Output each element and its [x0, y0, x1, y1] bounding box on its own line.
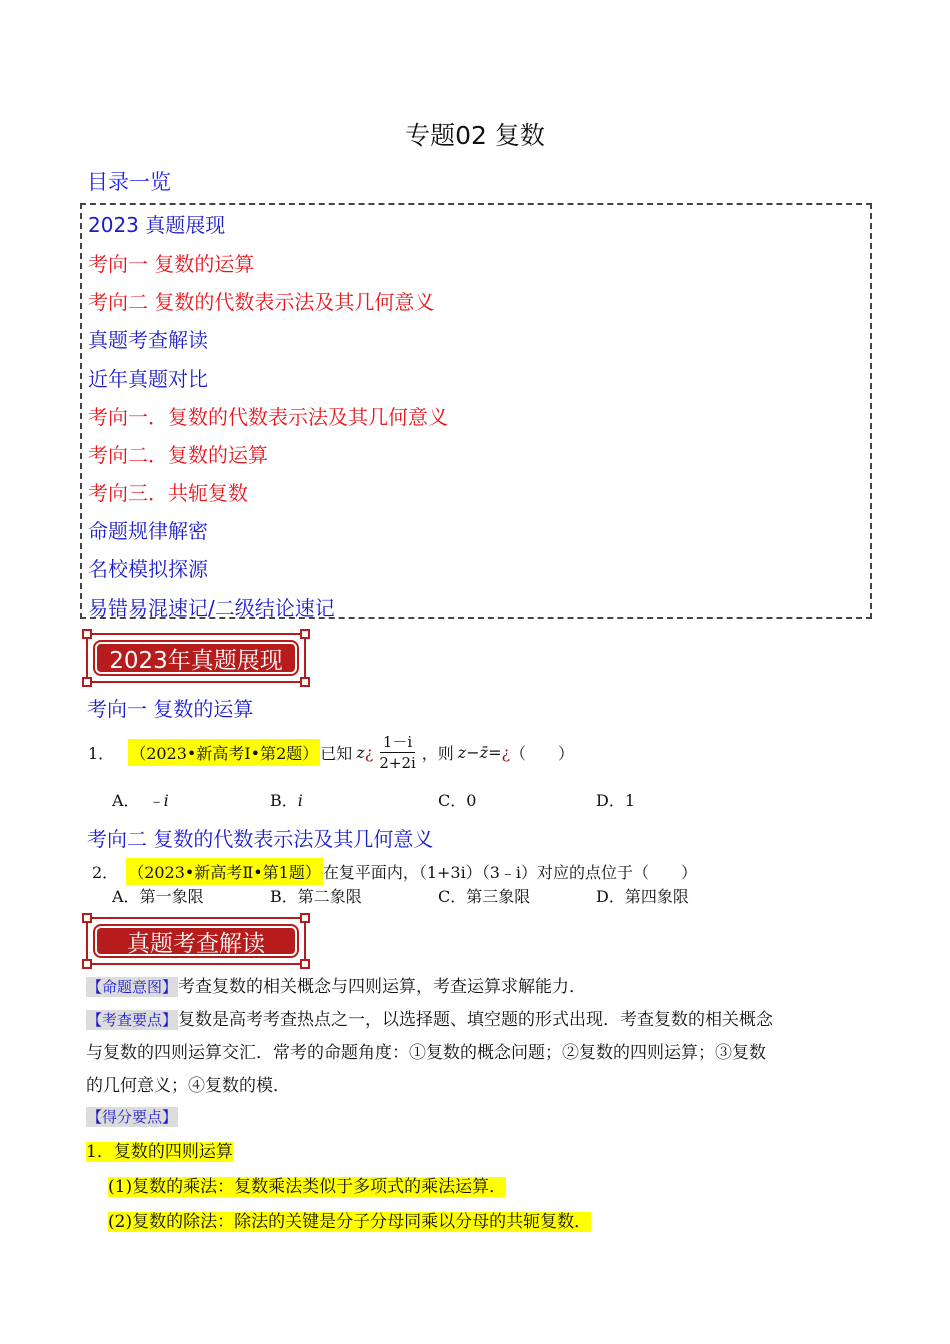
point-text: (2)复数的除法：除法的关键是分子分母同乘以分母的共轭复数．: [108, 1212, 592, 1232]
option-c[interactable]: [438, 788, 476, 811]
banner-corner-ornament: [300, 677, 310, 687]
question-source-tag: （2023•新高考Ⅰ•第2题）: [128, 739, 320, 766]
toc-item-analysis[interactable]: 真题考查解读: [88, 328, 208, 352]
key-points-text-line3: 的几何意义；④复数的模．: [86, 1076, 290, 1096]
question-number: 1．: [88, 743, 115, 763]
intent-text: 考查复数的相关概念与四则运算，考查运算求解能力．: [178, 977, 587, 997]
option-b[interactable]: [270, 788, 303, 811]
option-value: 1: [624, 791, 636, 810]
garbled-symbol: ¿: [364, 742, 374, 762]
banner-corner-ornament: [82, 629, 92, 639]
option-a[interactable]: [112, 884, 204, 907]
option-a[interactable]: [112, 788, 169, 811]
option-value: ﹣i: [147, 791, 169, 810]
page-title: 专题02 复数: [405, 121, 545, 150]
question-2: [92, 859, 697, 883]
option-value: 第四象限: [624, 887, 689, 906]
intent-label: 【命题意图】: [87, 978, 178, 996]
math-fraction: [376, 732, 418, 773]
banner-2023-real-exam: [86, 633, 306, 683]
question-stem: 在复平面内，（1+3i）（3﹣i）对应的点位于（ ）: [322, 862, 698, 882]
answer-blank: （ ）: [510, 743, 575, 763]
toc-item-2023-real-exam[interactable]: 2023 真题展现: [88, 213, 226, 237]
toc-item-comparison[interactable]: 近年真题对比: [88, 367, 208, 391]
banner-corner-ornament: [300, 629, 310, 639]
point-multiplication: [108, 1172, 506, 1197]
option-letter: C．: [438, 887, 467, 906]
option-letter: A．: [112, 791, 140, 810]
question-stem-mid: ，则: [421, 743, 454, 763]
key-points-label: 【考查要点】: [87, 1011, 178, 1029]
fraction-denominator: 2+2i: [379, 753, 416, 772]
point-heading: [86, 1137, 233, 1162]
toc-item-direction2-algebraic-form[interactable]: 考向二 复数的代数表示法及其几何意义: [88, 290, 435, 314]
point-division: [108, 1207, 591, 1232]
option-letter: B．: [270, 791, 298, 810]
section-heading-algebraic-form: 考向二 复数的代数表示法及其几何意义: [87, 827, 434, 851]
banner-analysis: [86, 917, 306, 965]
toc-item-quick-notes[interactable]: 易错易混速记/二级结论速记: [88, 596, 335, 620]
toc-item-cmp-direction1[interactable]: 考向一．复数的代数表示法及其几何意义: [88, 405, 448, 429]
banner-corner-ornament: [300, 913, 310, 923]
section-heading-operations: 考向一 复数的运算: [87, 697, 254, 721]
toc-item-cmp-direction2[interactable]: 考向二．复数的运算: [88, 443, 268, 467]
option-c[interactable]: [438, 884, 530, 907]
banner-label: 真题考查解读: [93, 924, 299, 958]
toc-item-mock-sources[interactable]: 名校模拟探源: [88, 557, 208, 581]
option-letter: D．: [596, 791, 625, 810]
option-value: 0: [466, 791, 477, 810]
question-1: [88, 730, 574, 774]
banner-corner-ornament: [300, 959, 310, 969]
point-text: 1．复数的四则运算: [86, 1142, 233, 1162]
option-value: 第一象限: [139, 887, 204, 906]
point-text: (1)复数的乘法：复数乘法类似于多项式的乘法运算．: [108, 1177, 507, 1197]
toc-item-cmp-direction3[interactable]: 考向三．共轭复数: [88, 481, 248, 505]
toc-item-patterns[interactable]: 命题规律解密: [88, 519, 208, 543]
option-b[interactable]: [270, 884, 362, 907]
toc-box: [80, 203, 872, 619]
intent-paragraph: [86, 971, 586, 1004]
key-points-text-line1: 复数是高考考查热点之一，以选择题、填空题的形式出现．考查复数的相关概念: [178, 1010, 774, 1030]
option-d[interactable]: [596, 884, 689, 907]
option-value: 第二象限: [297, 887, 362, 906]
math-expression: z−z̄=: [457, 742, 502, 762]
garbled-symbol: ¿: [501, 742, 511, 762]
score-points-label: 【得分要点】: [87, 1108, 178, 1126]
fraction-numerator: 1－i: [380, 732, 415, 753]
toc-item-direction1-operations[interactable]: 考向一 复数的运算: [88, 252, 255, 276]
score-points-label-row: [86, 1106, 178, 1127]
question-number: 2．: [92, 862, 119, 882]
math-var-z: z: [356, 742, 365, 762]
banner-corner-ornament: [82, 959, 92, 969]
question-source-tag: （2023•新高考Ⅱ•第1题）: [126, 858, 323, 885]
toc-heading: 目录一览: [87, 170, 171, 194]
question-stem-prefix: 已知: [320, 743, 353, 763]
option-letter: A．: [112, 887, 140, 906]
option-d[interactable]: [596, 788, 635, 811]
banner-label: 2023年真题展现: [93, 640, 299, 676]
banner-corner-ornament: [82, 913, 92, 923]
option-letter: C．: [438, 791, 467, 810]
option-value: 第三象限: [466, 887, 531, 906]
banner-corner-ornament: [82, 677, 92, 687]
option-letter: D．: [596, 887, 625, 906]
key-points-paragraph: [86, 1004, 773, 1037]
key-points-text-line2: 与复数的四则运算交汇．常考的命题角度：①复数的概念问题；②复数的四则运算；③复数: [86, 1043, 766, 1063]
option-value: i: [297, 791, 303, 810]
option-letter: B．: [270, 887, 298, 906]
